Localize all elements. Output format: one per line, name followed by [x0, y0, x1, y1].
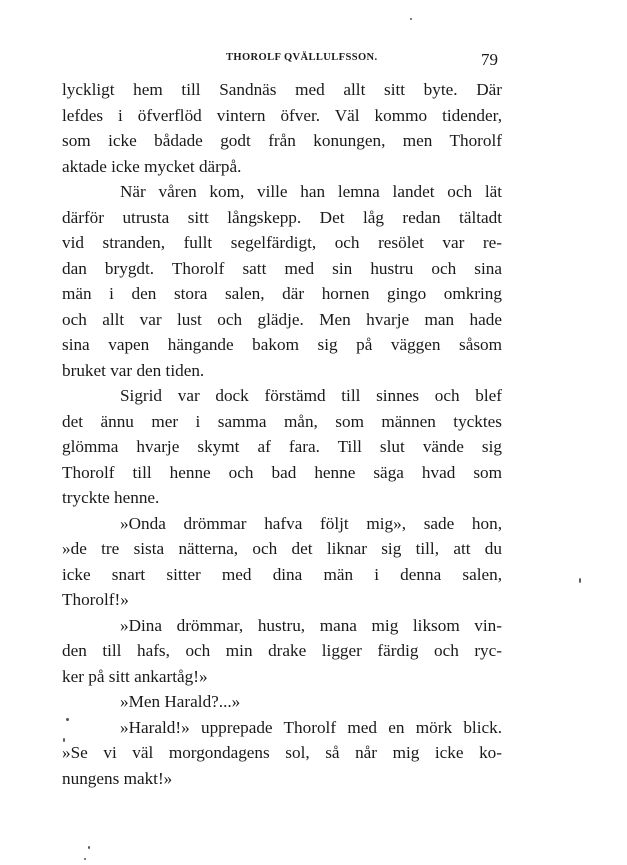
text-line: Thorolf till henne och bad henne säga hvad som [62, 462, 502, 482]
body-text [62, 77, 502, 791]
running-head-title: THOROLF QVÄLLULFSSON. [226, 52, 378, 63]
text-line: icke snart sitter med dina män i denna salen, [62, 564, 502, 584]
text-line: Sigrid var dock förstämd till sinnes och blef [120, 386, 502, 405]
text-line: »Onda drömmar hafva följt mig», sade hon, [120, 513, 502, 533]
text-line: Thorolf!» [62, 590, 129, 609]
text-line: som icke bådade godt från konungen, men Thorolf [62, 131, 502, 150]
text-line: tryckte henne. [62, 488, 160, 507]
text-line: män i den stora salen, där hornen gingo omkring [62, 284, 502, 303]
text-line: »Se vi väl morgondagens sol, så når mig icke ko- [62, 743, 502, 762]
scan-speck [88, 846, 90, 849]
text-line: bruket var den tiden. [62, 360, 205, 380]
text-line: lefdes i öfverflöd vintern öfver. Väl kommo tidender, [62, 105, 502, 125]
text-line: »Men Harald?...» [120, 692, 241, 711]
text-line: och allt var lust och glädje. Men hvarje man hade [62, 309, 502, 329]
text-line: dan brygdt. Thorolf satt med sin hustru och sina [62, 258, 502, 278]
scan-speck [410, 18, 412, 20]
text-line: ker på sitt ankartåg!» [62, 666, 208, 686]
text-line: den till hafs, och min drake ligger färdig och ryc- [62, 641, 502, 660]
scan-speck [84, 858, 86, 860]
text-line: det ännu mer i samma mån, som männen tycktes [62, 411, 502, 431]
text-line: lyckligt hem till Sandnäs med allt sitt byte. Där [62, 80, 502, 99]
text-line: sina vapen hängande bakom sig på väggen såsom [62, 335, 502, 354]
text-line: »de tre sista nätterna, och det liknar sig till, att du [62, 539, 502, 558]
text-line: När våren kom, ville han lemna landet och lät [120, 182, 502, 201]
text-line: glömma hvarje skymt af fara. Till slut vände sig [62, 437, 502, 456]
text-line: därför utrusta sitt långskepp. Det låg redan tältadt [62, 207, 502, 227]
text-line: aktade icke mycket därpå. [62, 156, 242, 176]
scan-speck [63, 738, 65, 742]
text-line: »Dina drömmar, hustru, mana mig liksom vin- [120, 615, 502, 635]
text-line: nungens makt!» [62, 768, 173, 788]
page-number: 79 [481, 50, 498, 69]
text-line: vid stranden, fullt segelfärdigt, och resölet var re- [62, 233, 502, 252]
scan-speck [66, 718, 69, 721]
text-line: »Harald!» upprepade Thorolf med en mörk blick. [120, 717, 502, 737]
scan-speck [579, 578, 581, 583]
